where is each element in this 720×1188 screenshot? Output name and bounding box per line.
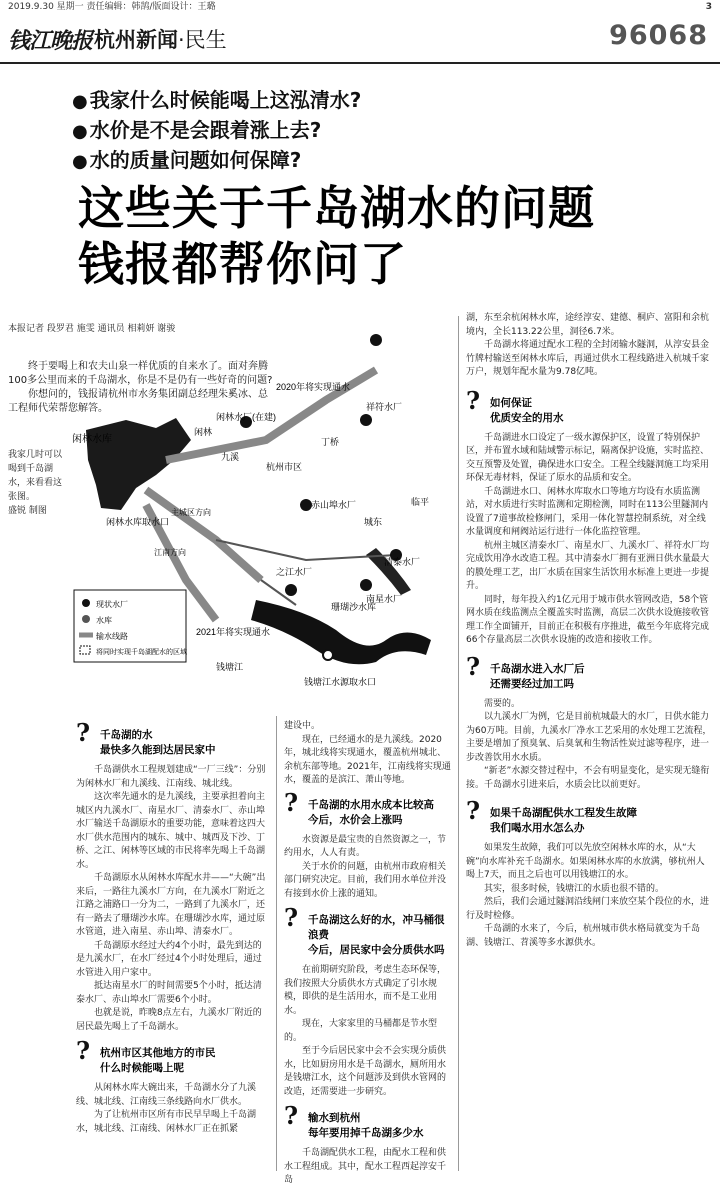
map-label: 南星水厂 <box>366 594 403 604</box>
lead-question: ● 水价是不是会跟着涨上去? <box>72 118 322 142</box>
question-heading: ? 千岛湖这么好的水，冲马桶很浪费 今后，居民家中会分质供水吗 <box>284 903 445 956</box>
page-number: 3 <box>705 2 712 12</box>
question-heading: ? 千岛湖的水 最快多久能到达居民家中 <box>76 718 216 756</box>
top-info-bar <box>0 0 720 14</box>
legend-item: 将同时实现千岛湖配水的区域 <box>96 649 187 656</box>
question-heading: ? 如果千岛湖配供水工程发生故障 我们喝水用水怎么办 <box>466 796 637 834</box>
map-label: 九溪 <box>221 452 240 462</box>
map-label: 闲林 <box>194 427 213 437</box>
map-label: 闲林水库取水口 <box>106 517 170 527</box>
question-mark-icon: ? <box>466 385 481 415</box>
article-column-3: 湖，东至余杭闲林水库，途经淳安、建德、桐庐、富阳和余杭境内，全长113.22公里，洞径6.7米。 千岛湖水将通过配水工程的全封闭输水隧洞，从淳安县金竹牌村输送至闲林水库后，再通过供水工程线路进入杭城千家万户，规划年配水量为9.78亿吨。 ? 如何保证 优质安全的用水 千岛湖进水口设定了一级水源保护区，设置了特别保护区，并布置水域和陆域警示标记，隔离保护设施，实时监控、交互预警及处置，确保进水口安全。工程全线隧洞施工均采用环保无毒材料，保证了原水的品质和安全。 千岛湖进水口、闲林水库取水口等地方均设有水质监测站，对水质进行实时监测和定期检测，同时在113公里隧洞内设置了7道事故检修闸门，采用一体化智慧控制系统，对全线水量调度和闸阀站运行进行一体化监控管理。 杭州主城区清泰水厂、南星水厂、九溪水厂、祥符水厂均完成饮用净水改造工程。其中清泰水厂拥有亚洲日供水量最大的膜处理工艺，出厂水质在国家生活饮用水标准上更进一步提升。 同时，每年投入约1亿元用于城市供水管网改造，58个管网水质在线监测点全覆盖实时监测，高层二次供水设施接收管理工作全面铺开，目前正在积极有序推进，截至今年底将完成66个存量高层二次供水设施的改造和接收工作。 ? 千岛湖水进入水厂后 还需要经过加工吗 需要的。 以九溪水厂为例，它是目前杭城最大的水厂，日供水能力为60万吨。目前，九溪水厂净水工艺采用的水处理工艺流程，主要是增加了预臭氧、后臭氧和生物活性炭过滤等程序，进一步改善饮用水水质。 “新老”水源交替过程中，不会有明显变化，是实现无缝衔接。千岛湖水引进来后，水质会比以前更好。 ? 如果千岛湖配供水工程发生故障 我们喝水用水怎么办 如果发生故障，我们可以先放空闲林水库的水，从“大碗”向水库补充千岛湖水。如果闲林水库的水放满，够杭州人喝上7天，而且之后也可以用钱塘江的水。 其实，很多时候，钱塘江的水质也很不错的。 然后，我们会通过隧洞沿线闸门来放空某个段位的水，进行及时检修。 千岛湖的水来了，今后，杭州城市供水格局就变为千岛湖、钱塘江、苕溪等多水源供水。 <box>466 313 712 948</box>
date-line: 2019.9.30 星期一 责任编辑：韩鹄/版面设计：王璐 <box>8 2 216 12</box>
map-label: 钱塘江水源取水口 <box>304 677 377 687</box>
map-label: 祥符水厂 <box>366 402 403 412</box>
map-label: 闲林水厂(在建) <box>216 412 276 422</box>
hotline-number: 96068 <box>609 20 708 51</box>
question-mark-icon: ? <box>76 718 91 747</box>
legend-item: 现状水厂 <box>96 600 128 609</box>
map-label: 丁桥 <box>321 437 340 447</box>
article-column-2: 建设中。 现在，已经通水的是九溪线。2020年，城北线将实现通水，覆盖杭州城北、余杭东部等地。2021年，江南线将实现通水，覆盖的是滨江、萧山等地。 ? 千岛湖的水用水成本比较高 今后，水价会上涨吗 水资源是最宝贵的自然资源之一，节约用水，人人有责。 关于水价的问题，由杭州市政府相关部门研究决定。目前，我们用水单位并没有接到水价上涨的通知。 ? 千岛湖这么好的水，冲马桶很浪费 今后，居民家中会分质供水吗 在前期研究阶段，考虑生态环保等，我们按照大分质供水方式确定了引水规模，即供的是生活用水，而不是工业用水。 现在，大家家里的马桶都是节水型的。 至于今后居民家中会不会实现分质供水，比如厨房用水是千岛湖水，厕所用水是钱塘江水，这个问题涉及到供水管网的改造，还需要进一步研究。 ? 输水到杭州 每年要用掉千岛湖多少水 千岛湖配供水工程，由配水工程和供水工程组成。其中，配水工程西起淳安千岛 <box>284 721 451 1185</box>
map-label: 赤山埠水厂 <box>311 500 357 510</box>
question-mark-icon: ? <box>284 903 299 932</box>
question-mark-icon: ? <box>76 1036 91 1065</box>
plant-marker <box>360 579 372 591</box>
lead-question: ● 我家什么时候能喝上这泓清水? <box>72 88 362 112</box>
map-label: 之江水厂 <box>276 567 313 577</box>
plant-marker <box>360 414 372 426</box>
map-caption: 我家几时可以喝到千岛湖水，来看看这张图。 盛锐 制图 <box>8 450 63 516</box>
question-heading: ? 千岛湖水进入水厂后 还需要经过加工吗 <box>466 651 585 690</box>
masthead <box>0 14 720 64</box>
plant-marker <box>370 334 382 346</box>
question-heading: ? 输水到杭州 每年要用掉千岛湖多少水 <box>284 1101 424 1139</box>
newspaper-logo: 钱江晚报 <box>8 28 93 54</box>
map-label: 闲林水库 <box>72 434 112 445</box>
lead-questions <box>72 86 361 176</box>
question-mark-icon: ? <box>466 651 481 681</box>
map-label: 杭州市区 <box>266 462 303 472</box>
plant-marker <box>285 584 297 596</box>
map-label: 清泰水厂 <box>384 557 421 567</box>
headline: 这些关于千岛湖水的问题 钱报都帮你问了 <box>78 181 595 291</box>
legend-item: 水库 <box>96 616 112 625</box>
map-label: 临平 <box>411 497 430 507</box>
map-legend <box>74 590 187 662</box>
intake-marker <box>323 650 333 660</box>
map-label: 2020年将实现通水 <box>276 382 351 392</box>
map-label: 主城区方向 <box>171 508 211 517</box>
article-column-1: ? 千岛湖的水 最快多久能到达居民家中 千岛湖供水工程规划建成“一厂三线”：分别为闲林水厂和九溪线、江南线、城北线。 这次率先通水的是九溪线，主要承担着向主城区内九溪水厂、南星水厂、清泰水厂、赤山埠水厂输送千岛湖原水的重要功能，意味着这四大水厂供水范围内的城东、城中、城西及下沙、丁桥、之江、闲林等区域的市民将率先喝上千岛湖水。 千岛湖原水从闲林水库配水井——“大碗”出来后，一路往九溪水厂方向，在九溪水厂附近之江路之浦路口一分为二，一路到了九溪水厂，还有一路去了珊瑚沙水库。在珊瑚沙水库，通过原水管道，进入南星、赤山埠、清泰水厂。 千岛湖原水经过大约4个小时，最先到达的是九溪水厂，在水厂经过4个小时处理后，通过水管进入用户家中。 抵达南星水厂的时间需要5个小时，抵达清泰水厂、赤山埠水厂需要6个小时。 也就是说，昨晚8点左右，九溪水厂附近的居民最先喝上了千岛湖水。 ? 杭州市区其他地方的市民 什么时候能喝上呢 从闲林水库大碗出来，千岛湖水分了九溪线、城北线、江南线三条线路向水厂供水。 为了让杭州市区所有市民早早喝上千岛湖水，城北线、江南线、闲林水厂正在抓紧 <box>76 724 268 1136</box>
map-label: 城东 <box>364 517 383 527</box>
map-label: 江南方向 <box>154 548 186 557</box>
map-label: 2021年将实现通水 <box>196 627 271 637</box>
byline: 本报记者 段罗君 施雯 通讯员 相莉妍 谢骏 <box>8 324 176 334</box>
question-heading: ? 杭州市区其他地方的市民 什么时候能喝上呢 <box>76 1036 216 1074</box>
question-mark-icon: ? <box>466 796 481 825</box>
map-label: 珊瑚沙水库 <box>331 602 377 612</box>
question-heading: ? 千岛湖的水用水成本比较高 今后，水价会上涨吗 <box>284 787 434 826</box>
lead-question: ● 水的质量问题如何保障? <box>72 148 302 172</box>
column-divider <box>458 316 459 1171</box>
water-route-map <box>66 310 456 710</box>
reservoir-shape <box>86 418 191 510</box>
column-divider <box>276 716 277 1171</box>
lede-text: 终于要喝上和农夫山泉一样优质的自来水了。面对奔腾100多公里而来的千岛湖水，你是不是仍有一些好奇的问题? 你想问的，钱报请杭州市水务集团副总经理朱奚冰、总工程师代荣帮您解答。 <box>8 361 273 414</box>
question-mark-icon: ? <box>284 787 299 817</box>
question-heading: ? 如何保证 优质安全的用水 <box>466 385 564 424</box>
question-mark-icon: ? <box>284 1101 299 1130</box>
legend-item: 输水线路 <box>96 632 128 641</box>
map-label: 钱塘江 <box>216 662 244 672</box>
section-title: 杭州新闻·民生 <box>94 28 227 52</box>
